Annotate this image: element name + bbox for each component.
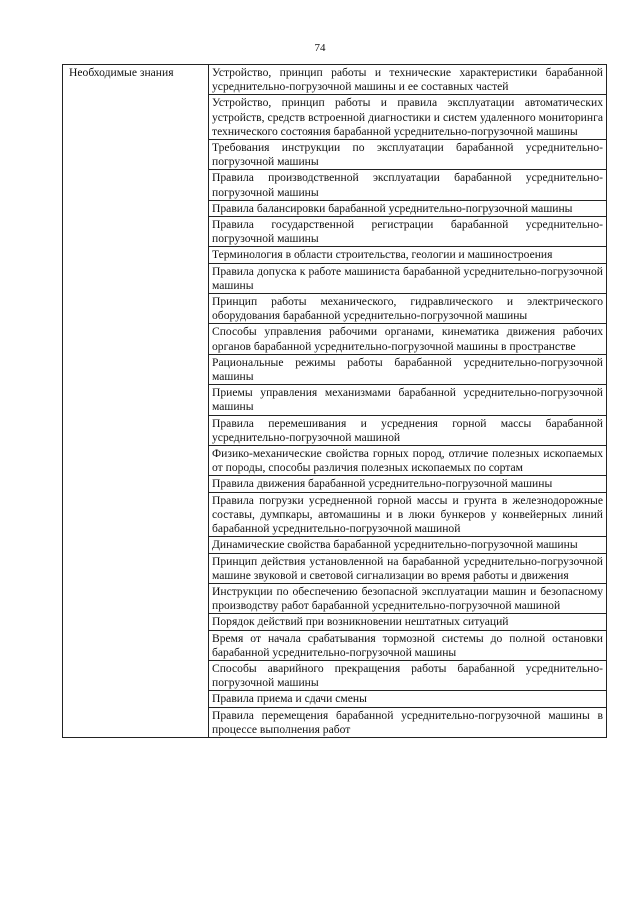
knowledge-item: Инструкции по обеспечению безопасной эксплуатации машин и безопасному производству работ барабанной усреднительно-погрузочной машиной (209, 583, 607, 613)
knowledge-item: Правила движения барабанной усреднительно-погрузочной машины (209, 476, 607, 492)
knowledge-item: Требования инструкции по эксплуатации барабанной усреднительно-погрузочной машины (209, 140, 607, 170)
knowledge-item: Принцип действия установленной на барабанной усреднительно-погрузочной машине звуковой и световой сигнализации во время работы и движения (209, 553, 607, 583)
knowledge-item: Правила перемешивания и усреднения горной массы барабанной усреднительно-погрузочной машиной (209, 415, 607, 445)
knowledge-item: Рациональные режимы работы барабанной усреднительно-погрузочной машины (209, 354, 607, 384)
knowledge-item: Правила допуска к работе машиниста барабанной усреднительно-погрузочной машины (209, 263, 607, 293)
page-number: 74 (314, 42, 326, 54)
knowledge-item: Правила погрузки усредненной горной массы и грунта в железнодорожные составы, думпкары, автомашины и в люки бункеров у конвейерных линий барабанной усреднительно-погрузочной машиной (209, 492, 607, 537)
knowledge-item: Устройство, принцип работы и правила эксплуатации автоматических устройств, средств встроенной диагностики и систем удаленного мониторинга технического состояния барабанной усреднительно-погрузочной машины (209, 95, 607, 140)
knowledge-item: Правила перемещения барабанной усреднительно-погрузочной машины в процессе выполнения работ (209, 707, 607, 737)
knowledge-item: Правила приема и сдачи смены (209, 691, 607, 707)
knowledge-item: Способы аварийного прекращения работы барабанной усреднительно-погрузочной машины (209, 660, 607, 690)
knowledge-item: Способы управления рабочими органами, кинематика движения рабочих органов барабанной усреднительно-погрузочной машины в пространстве (209, 324, 607, 354)
knowledge-item: Устройство, принцип работы и технические характеристики барабанной усреднительно-погрузочной машины и ее составных частей (209, 65, 607, 95)
knowledge-item: Время от начала срабатывания тормозной системы до полной остановки барабанной усреднительно-погрузочной машины (209, 630, 607, 660)
knowledge-item: Правила балансировки барабанной усреднительно-погрузочной машины (209, 200, 607, 216)
section-label: Необходимые знания (63, 65, 209, 738)
knowledge-table (62, 64, 607, 738)
table-row (63, 65, 607, 95)
knowledge-item: Физико-механические свойства горных пород, отличие полезных ископаемых от породы, способы различия полезных ископаемых по сортам (209, 446, 607, 476)
knowledge-item: Принцип работы механического, гидравлического и электрического оборудования барабанной усреднительно-погрузочной машины (209, 294, 607, 324)
knowledge-item: Приемы управления механизмами барабанной усреднительно-погрузочной машины (209, 385, 607, 415)
knowledge-item: Порядок действий при возникновении нештатных ситуаций (209, 614, 607, 630)
knowledge-item: Терминология в области строительства, геологии и машиностроения (209, 247, 607, 263)
knowledge-item: Правила государственной регистрации барабанной усреднительно-погрузочной машины (209, 217, 607, 247)
knowledge-item: Динамические свойства барабанной усреднительно-погрузочной машины (209, 537, 607, 553)
knowledge-item: Правила производственной эксплуатации барабанной усреднительно-погрузочной машины (209, 170, 607, 200)
